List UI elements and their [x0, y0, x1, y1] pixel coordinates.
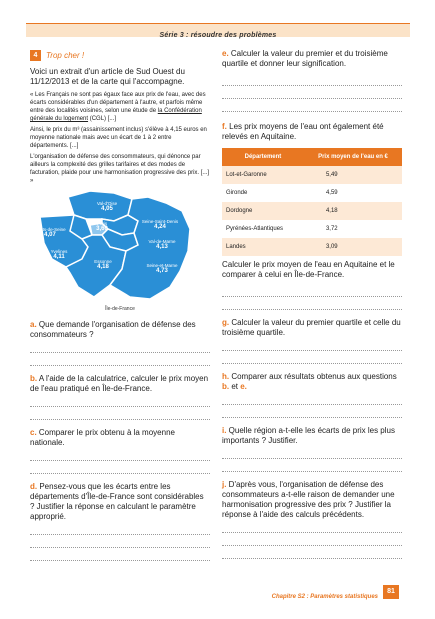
- answer-line[interactable]: [30, 448, 210, 461]
- map-caption: Île-de-France: [105, 306, 135, 312]
- map-label-name: Yvelines: [50, 249, 68, 254]
- article-quote-3: L'organisation de défense des consommateurs, qui dénonce par ailleurs la complexité des grilles tarifaires et des modes de facturation, plaide pour une harmonisation progressive des prix. [...] »: [30, 154, 210, 184]
- map-label-name: Essonne: [94, 259, 112, 264]
- table-row: [222, 184, 402, 202]
- question-text: A l'aide de la calculatrice, calculer le prix moyen de l'eau pratiqué en Île-de-France.: [30, 374, 209, 393]
- question-text: Calculer la valeur du premier et du troisième quartile et donner leur signification.: [222, 49, 388, 68]
- table-cell: 3,09: [304, 238, 402, 256]
- question-text: D'après vous, l'organisation de défense des consommateurs a-t-elle raison de demander une harmonisation progressive des prix ? Justifier la réponse à l'aide des calculs précédents.: [222, 480, 395, 519]
- table-row: [222, 238, 402, 256]
- quote-1b: la Confédération générale du logement: [30, 108, 202, 122]
- question-label: j.: [222, 480, 227, 489]
- map-label-value: 4,24: [154, 224, 166, 230]
- answer-line[interactable]: [222, 533, 402, 546]
- answer-line[interactable]: [222, 446, 402, 459]
- question-ref: e.: [240, 382, 247, 391]
- table-cell: Lot-et-Garonne: [222, 166, 304, 184]
- map-label-name: Val-de-Marne: [148, 239, 176, 244]
- map-label-value: 4,13: [156, 244, 168, 250]
- map-label-seine-saint-denis: [138, 219, 182, 230]
- answer-line[interactable]: [222, 351, 402, 364]
- question-label: g.: [222, 318, 230, 327]
- question-text: Calculer la valeur du premier quartile et celle du troisième quartile.: [222, 318, 401, 337]
- aquitaine-price-table: [222, 148, 402, 256]
- aquitaine-question: Calculer le prix moyen de l'eau en Aquitaine et le comparer à celui en Île-de-France.: [222, 260, 395, 279]
- map-label-hauts-de-seine: [30, 227, 70, 238]
- question-text: Les prix moyens de l'eau ont également été relevés en Aquitaine.: [222, 122, 384, 141]
- question-label: h.: [222, 372, 230, 381]
- answer-line[interactable]: [222, 392, 402, 405]
- map-label-val-doise: [90, 201, 124, 212]
- answer-line[interactable]: [222, 520, 402, 533]
- answer-line[interactable]: [222, 73, 402, 86]
- table-header: Prix moyen de l'eau en €: [304, 148, 402, 166]
- answer-line[interactable]: [222, 546, 402, 559]
- table-row: [222, 166, 402, 184]
- question-i: [222, 426, 402, 446]
- question-j: [222, 480, 402, 520]
- map-label-name: Val-d'Oise: [96, 201, 118, 206]
- table-cell: 5,49: [304, 166, 402, 184]
- table-cell: Dordogne: [222, 202, 304, 220]
- question-text: Comparer le prix obtenu à la moyenne nationale.: [30, 428, 175, 447]
- exercise-title: [30, 49, 210, 61]
- answer-line[interactable]: [30, 394, 210, 407]
- question-text: et: [229, 382, 241, 391]
- map-label-value: 4,05: [101, 206, 113, 212]
- map-label-value: 4,18: [97, 264, 109, 270]
- map-label-seine-et-marne: [140, 263, 184, 274]
- question-text: Pensez-vous que les écarts entre les départements d'Île-de-France sont considérables ? Justifier la réponse en calculant le paramètre approprié.: [30, 482, 204, 521]
- table-header-row: [222, 148, 402, 166]
- exercise-intro: Voici un extrait d'un article de Sud Ouest du 11/12/2013 et de la carte qui l'accompagne.: [30, 67, 185, 86]
- question-f: [222, 122, 402, 142]
- exercise-number: 4: [30, 50, 41, 61]
- question-text: Que demande l'organisation de défense des consommateurs ?: [30, 320, 196, 339]
- answer-line[interactable]: [30, 461, 210, 474]
- table-cell: 4,59: [325, 190, 338, 196]
- ile-de-france-map: [30, 189, 210, 304]
- answer-line[interactable]: [30, 353, 210, 366]
- question-label: i.: [222, 426, 227, 435]
- answer-line[interactable]: [222, 86, 402, 99]
- answer-line[interactable]: [222, 297, 402, 310]
- answer-line[interactable]: [30, 522, 210, 535]
- map-label-yvelines: [44, 249, 74, 260]
- answer-line[interactable]: [30, 407, 210, 420]
- answer-line[interactable]: [222, 338, 402, 351]
- exercise-name: Trop cher !: [46, 50, 85, 60]
- question-a: [30, 320, 210, 340]
- map-label-name: Hauts-de-Seine: [34, 227, 66, 232]
- answer-line[interactable]: [30, 548, 210, 561]
- question-label: e.: [222, 49, 229, 58]
- table-row: [222, 202, 402, 220]
- quote-1c: (CGL) [...]: [88, 116, 117, 122]
- answer-line[interactable]: [222, 459, 402, 472]
- right-column: [222, 49, 402, 559]
- question-text: Comparer aux résultats obtenus aux questions: [229, 372, 397, 381]
- answer-line[interactable]: [30, 340, 210, 353]
- table-cell: Gironde: [226, 190, 248, 196]
- map-label-name: Paris: [96, 221, 108, 226]
- map-label-name: Seine-et-Marne: [146, 263, 178, 268]
- question-label: b.: [30, 374, 38, 383]
- chapter-footer: [244, 585, 378, 599]
- table-cell: 3,72: [325, 226, 338, 232]
- quote-1a: « Les Français ne sont pas égaux face aux prix de l'eau, avec des écarts considérables d'un département à l'autre, et parfois même entre des localités voisines, selon une étude de: [30, 92, 206, 114]
- answer-line[interactable]: [222, 405, 402, 418]
- question-text: Quelle région a-t-elle les écarts de prix les plus importants ? Justifier.: [222, 426, 395, 445]
- article-quote-2: Ainsi, le prix du m³ (assainissement inclus) s'élève à 4,15 euros en moyenne nationale mais avec un écart de 1 à 2 entre départements. [...]: [30, 127, 207, 149]
- question-g: [222, 318, 402, 338]
- chapter-title: Chapitre S2 : Paramètres statistiques: [271, 594, 378, 600]
- map-label-paris: [92, 221, 112, 232]
- table-header: Département: [222, 148, 304, 166]
- series-title: Série 3 : résoudre des problèmes: [159, 32, 277, 39]
- question-d: [30, 482, 210, 522]
- left-column: [30, 49, 210, 561]
- answer-line[interactable]: [222, 284, 402, 297]
- map-label-essonne: [86, 259, 120, 270]
- question-h: [222, 372, 402, 392]
- table-cell: Pyrénées-Atlantiques: [226, 226, 284, 232]
- question-c: [30, 428, 210, 448]
- page-number: 81: [383, 585, 399, 599]
- question-label: f.: [222, 122, 227, 131]
- article-quote-1: [30, 91, 210, 123]
- question-label: d.: [30, 482, 38, 491]
- question-label: a.: [30, 320, 37, 329]
- question-label: c.: [30, 428, 37, 437]
- map-label-name: Seine-Saint-Denis: [141, 219, 179, 224]
- table-row: [222, 220, 402, 238]
- series-header: [26, 23, 410, 37]
- answer-line[interactable]: [30, 535, 210, 548]
- question-b: [30, 374, 210, 394]
- table-cell: 4,18: [304, 202, 402, 220]
- question-e: [222, 49, 402, 69]
- question-ref: b.: [222, 382, 230, 391]
- map-label-value: 4,11: [53, 254, 65, 260]
- map-label-value: 3,60: [96, 226, 108, 232]
- table-cell: Landes: [222, 238, 304, 256]
- map-label-val-de-marne: [142, 239, 182, 250]
- map-label-value: 4,07: [44, 232, 56, 238]
- map-label-value: 4,73: [156, 268, 168, 274]
- answer-line[interactable]: [222, 99, 402, 112]
